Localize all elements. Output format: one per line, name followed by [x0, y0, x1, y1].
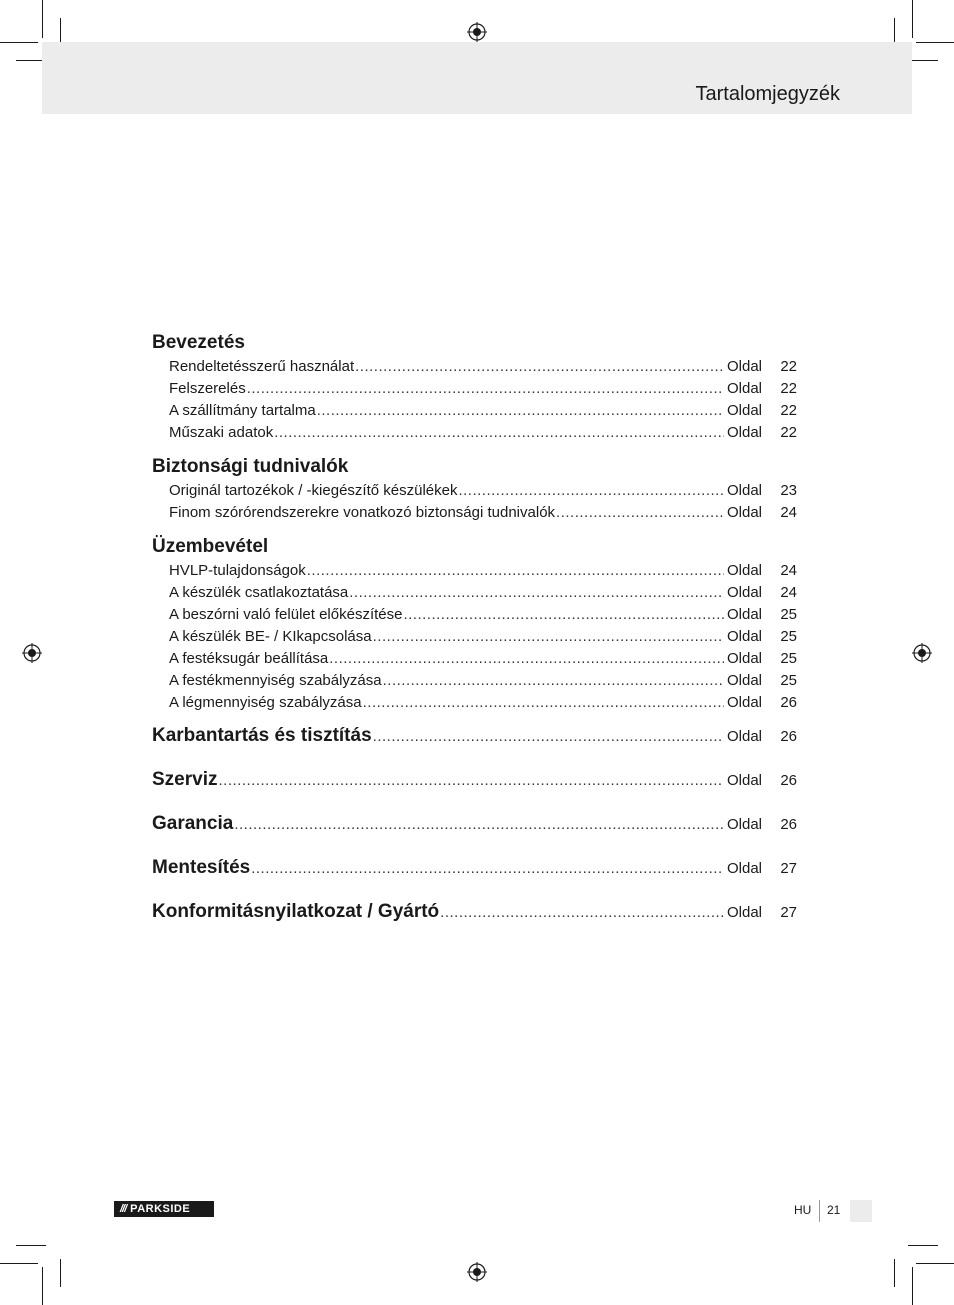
section-heading: Biztonsági tudnivalók [152, 456, 349, 477]
entry-page: 27 [780, 904, 797, 921]
entry-oldal: Oldal [727, 504, 763, 521]
toc-main-entry[interactable] [152, 846, 797, 890]
page-number: 21 [827, 1203, 841, 1217]
entry-page: 27 [780, 860, 797, 877]
entry-oldal: Oldal [727, 562, 763, 579]
leader-dots [383, 670, 724, 692]
registration-mark-icon [467, 22, 487, 42]
main-entry-label: Szerviz [152, 769, 218, 790]
entry-page: 22 [780, 424, 797, 441]
table-of-contents [152, 330, 797, 934]
toc-entry[interactable] [152, 422, 797, 444]
entry-label: A készülék csatlakoztatása [169, 584, 349, 601]
entry-label: Felszerelés [169, 380, 246, 397]
leader-dots [247, 378, 724, 400]
entry-label: Originál tartozékok / -kiegészítő készülékek [169, 482, 458, 499]
crop-mark [42, 0, 43, 38]
entry-oldal: Oldal [727, 358, 763, 375]
leader-dots [363, 692, 724, 714]
crop-mark [0, 42, 38, 43]
logo-text: PARKSIDE [130, 1203, 191, 1215]
crop-mark [912, 1267, 913, 1305]
leader-dots [403, 604, 724, 626]
toc-main-entry[interactable] [152, 714, 797, 758]
toc-entry[interactable] [152, 560, 797, 582]
entry-page: 25 [780, 672, 797, 689]
entry-page: 25 [780, 606, 797, 623]
entry-label: A légmennyiség szabályzása [169, 694, 362, 711]
registration-mark-icon [912, 643, 932, 663]
leader-dots [218, 759, 724, 803]
toc-entry[interactable] [152, 582, 797, 604]
leader-dots [234, 803, 724, 847]
entry-page: 24 [780, 504, 797, 521]
crop-mark [916, 42, 954, 43]
entry-label: A festékmennyiség szabályzása [169, 672, 382, 689]
leader-dots [307, 560, 724, 582]
entry-label: Finom szórórendszerekre vonatkozó biztonsági tudnivalók [169, 504, 556, 521]
toc-entry[interactable] [152, 648, 797, 670]
entry-oldal: Oldal [727, 606, 763, 623]
toc-main-entry[interactable] [152, 758, 797, 802]
toc-section [152, 330, 797, 444]
entry-oldal: Oldal [727, 694, 763, 711]
entry-oldal: Oldal [727, 402, 763, 419]
entry-label: Rendeltetésszerű használat [169, 358, 355, 375]
entry-oldal: Oldal [727, 672, 763, 689]
toc-main-entry[interactable] [152, 802, 797, 846]
entry-page: 25 [780, 650, 797, 667]
entry-label: A készülék BE- / KIkapcsolása [169, 628, 372, 645]
crop-mark [42, 1267, 43, 1305]
entry-page: 25 [780, 628, 797, 645]
toc-entry[interactable] [152, 604, 797, 626]
entry-label: Műszaki adatok [169, 424, 274, 441]
crop-mark [908, 60, 938, 61]
entry-oldal: Oldal [727, 728, 763, 745]
toc-entry[interactable] [152, 378, 797, 400]
entry-label: HVLP-tulajdonságok [169, 562, 306, 579]
leader-dots [329, 648, 724, 670]
leader-dots [458, 480, 724, 502]
entry-page: 26 [780, 728, 797, 745]
toc-section [152, 534, 797, 714]
entry-page: 22 [780, 358, 797, 375]
entry-page: 26 [780, 694, 797, 711]
toc-entry[interactable] [152, 356, 797, 378]
section-heading: Üzembevétel [152, 536, 269, 557]
spacer [152, 524, 797, 534]
header-band [42, 42, 912, 114]
entry-label: A beszórni való felület előkészítése [169, 606, 403, 623]
entry-oldal: Oldal [727, 816, 763, 833]
main-entry-label: Karbantartás és tisztítás [152, 725, 372, 746]
parkside-logo [114, 1201, 214, 1217]
crop-mark [0, 1263, 38, 1264]
entry-label: A festéksugár beállítása [169, 650, 329, 667]
entry-oldal: Oldal [727, 650, 763, 667]
main-entry-label: Mentesítés [152, 857, 251, 878]
page-title: Tartalomjegyzék [695, 83, 840, 105]
entry-oldal: Oldal [727, 628, 763, 645]
entry-page: 26 [780, 772, 797, 789]
entry-oldal: Oldal [727, 424, 763, 441]
crop-mark [912, 0, 913, 38]
main-entry-label: Garancia [152, 813, 234, 834]
registration-mark-icon [22, 643, 42, 663]
leader-dots [355, 356, 724, 378]
footer-box [850, 1200, 872, 1222]
leader-dots [556, 502, 724, 524]
footer-divider [819, 1200, 820, 1222]
entry-oldal: Oldal [727, 904, 763, 921]
crop-mark [16, 1245, 46, 1246]
entry-label: A szállítmány tartalma [169, 402, 316, 419]
entry-page: 22 [780, 402, 797, 419]
spacer [152, 444, 797, 454]
main-entry-label: Konformitásnyilatkozat / Gyártó [152, 901, 440, 922]
crop-mark [894, 1259, 895, 1287]
leader-dots [349, 582, 724, 604]
toc-entry[interactable] [152, 480, 797, 502]
entry-oldal: Oldal [727, 380, 763, 397]
language-code: HU [794, 1203, 812, 1217]
entry-oldal: Oldal [727, 584, 763, 601]
toc-entry[interactable] [152, 502, 797, 524]
registration-mark-icon [467, 1262, 487, 1282]
crop-mark [908, 1245, 938, 1246]
toc-main-entry[interactable] [152, 890, 797, 934]
section-heading: Bevezetés [152, 332, 245, 353]
entry-page: 24 [780, 562, 797, 579]
entry-oldal: Oldal [727, 772, 763, 789]
entry-page: 22 [780, 380, 797, 397]
leader-dots [373, 626, 724, 648]
entry-oldal: Oldal [727, 482, 763, 499]
entry-oldal: Oldal [727, 860, 763, 877]
toc-section [152, 454, 797, 524]
entry-page: 26 [780, 816, 797, 833]
entry-page: 24 [780, 584, 797, 601]
crop-mark [916, 1263, 954, 1264]
leader-dots [373, 715, 724, 759]
leader-dots [274, 422, 724, 444]
leader-dots [251, 847, 724, 891]
leader-dots [440, 891, 724, 935]
crop-mark [60, 1259, 61, 1287]
toc-entry[interactable] [152, 670, 797, 692]
leader-dots [317, 400, 724, 422]
logo-slashes: /// [120, 1203, 127, 1215]
toc-entry[interactable] [152, 400, 797, 422]
toc-entry[interactable] [152, 626, 797, 648]
entry-page: 23 [780, 482, 797, 499]
toc-entry[interactable] [152, 692, 797, 714]
